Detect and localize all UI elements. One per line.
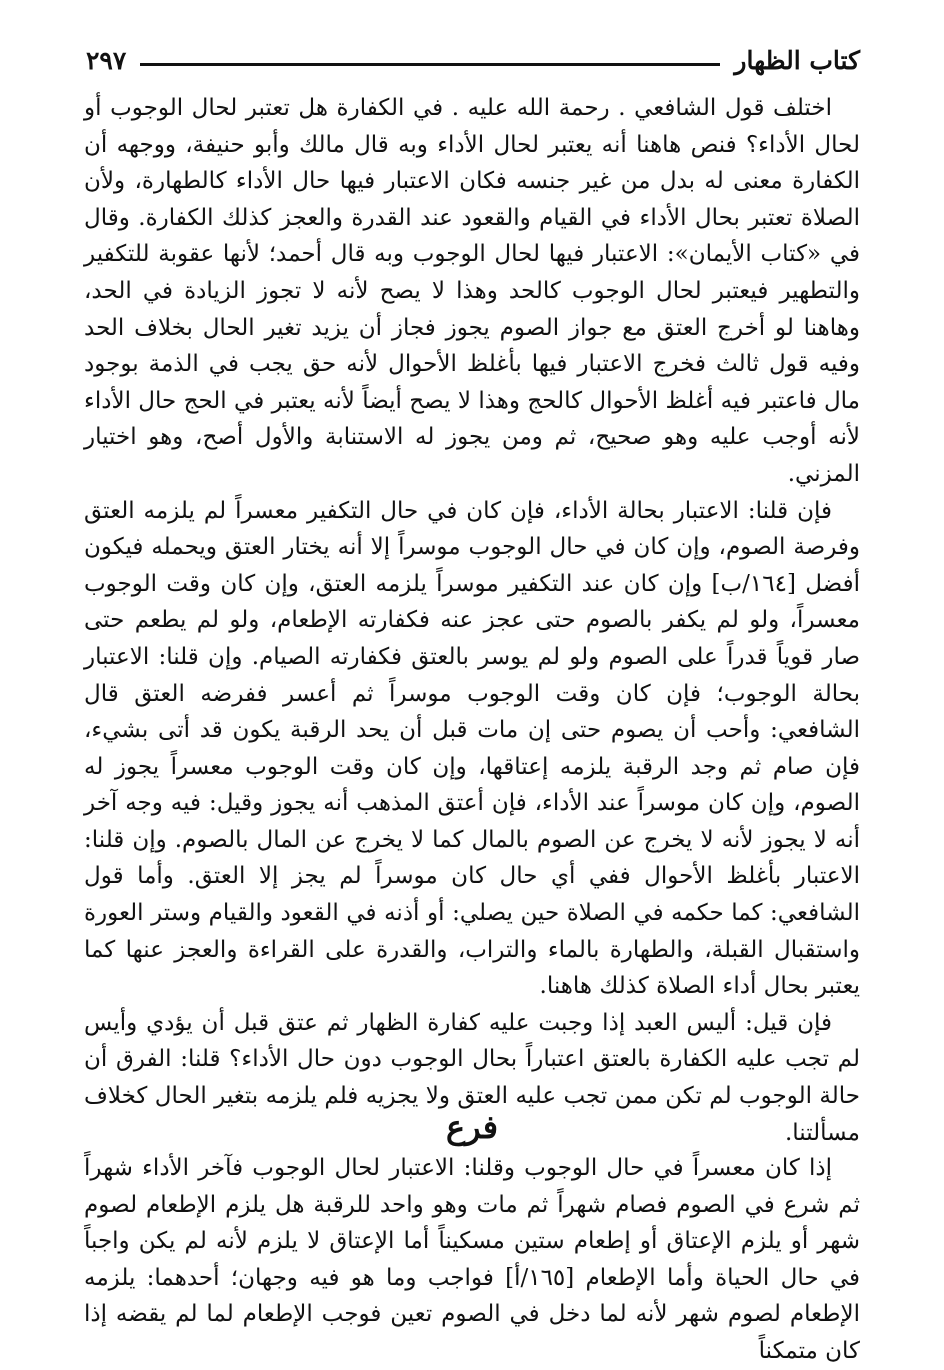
paragraph: فإن قلنا: الاعتبار بحالة الأداء، فإن كان في حال التكفير معسراً لم يلزمه العتق وفرصة الصوم، وإن كان في حال الوجوب موسراً إلا أنه يختار العتق ويحمله فيكون أفضل [١٦٤/ب] وإن كان عند التكفير موسراً يلزمه العتق، وإن كان وقت الوجوب معسراً، ولو لم يكفر بالصوم حتى عجز عنه فكفارته الإطعام، ولو لم يطعم حتى صار قوياً قدراً على الصوم ولو لم يوسر بالعتق فكفارته الصيام. وإن قلنا: الاعتبار بحالة الوجوب؛ فإن كان وقت الوجوب موسراً ثم أعسر ففرضه العتق قال الشافعي: وأحب أن يصوم حتى إن مات قبل أن يحد الرقبة يكون قد أتى بشيء، فإن صام ثم وجد الرقبة يلزمه إعتاقها، وإن كان وقت الوجوب معسراً يجوز له الصوم، وإن كان موسراً عند الأداء، فإن أعتق المذهب أنه يجوز وقيل: فيه وجه آخر أنه لا يجوز لأنه لا يخرج عن الصوم بالمال كما لا يخرج عن المال بالصوم. وإن قلنا: الاعتبار بأغلظ الأحوال ففي أي حال كان موسراً لم يجز إلا العتق. وأما قول الشافعي: كما حكمه في الصلاة حين يصلي: أو أذنه في القعود والقيام وستر العورة واستقبال القبلة، والطهارة بالماء والتراب، والقدرة على القراءة والعجز عنها كما يعتبر بحال أداء الصلاة كذلك هاهنا.	[84, 497, 860, 1000]
paragraph: فإن قيل: أليس العبد إذا وجبت عليه كفارة الظهار ثم عتق قبل أن يؤدي وأيس لم تجب عليه الكفارة بالعتق اعتباراً بحال الوجوب دون حال الأداء؟ قلنا: الفرق أن حالة الوجوب لم تكن ممن تجب عليه العتق ولا يجزيه فلم يلزمه بتغير الحال كخلاف مسألتنا.	[84, 1009, 860, 1146]
header-rule	[140, 63, 720, 66]
section-text	[84, 1150, 860, 1370]
running-title: كتاب الظهار	[734, 45, 860, 75]
paragraph: اختلف قول الشافعي . رحمة الله عليه . في الكفارة هل تعتبر لحال الوجوب أو لحال الأداء؟ فنص هاهنا أنه يعتبر لحال الأداء وبه قال مالك وأبو حنيفة، ووجهه أن الكفارة معنى له بدل من غير جنسه فكان الاعتبار فيها حال الأداء كالطهارة، ولأن الصلاة تعتبر بحال الأداء في القيام والقعود عند القدرة والعجز كذلك الكفارة. وقال في «كتاب الأيمان»: الاعتبار فيها لحال الوجوب وبه قال أحمد؛ لأنها عقوبة للتكفير والتطهير فيعتبر لحال الوجوب كالحد وهذا لا يصح لأنه لا تجوز الزيادة في الحد، وهاهنا لو أخرج العتق مع جواز الصوم يجوز فجاز أن يزيد تغير الحال بخلاف الحد وفيه قول ثالث فخرج الاعتبار فيها بأغلظ الأحوال لأنه حق يجب في الذمة بوجود مال فاعتبر فيه أغلظ الأحوال كالحج وهذا لا يصح أيضاً لأنه يعتبر في الحج حال الأداء لأنه أوجب عليه وهو صحيح، ثم ومن يجوز له الاستنابة والأول أصح، وهو اختيار المزني.	[84, 95, 861, 487]
main-text	[84, 90, 860, 1151]
page-number: ٢٩٧	[86, 45, 127, 75]
section-heading: فرع	[445, 1108, 499, 1146]
paragraph: إذا كان معسراً في حال الوجوب وقلنا: الاعتبار لحال الوجوب فآخر الأداء شهراً ثم شرع في الصوم فصام شهراً ثم مات وهو واحد للرقبة هل يلزم الإطعام لصوم شهر أو يلزم الإعتاق أو إطعام ستين مسكيناً أما الإعتاق لا يلزم لأنه لم يكن واجباً في حال الحياة وأما الإطعام [١٦٥/أ] فواجب وما هو فيه وجهان؛ أحدهما: يلزمه الإطعام لصوم شهر لأنه لما دخل في الصوم تعين فوجب الإطعام لما لم يقضه إذا كان متمكناً	[84, 1155, 860, 1364]
page-header	[86, 40, 860, 80]
